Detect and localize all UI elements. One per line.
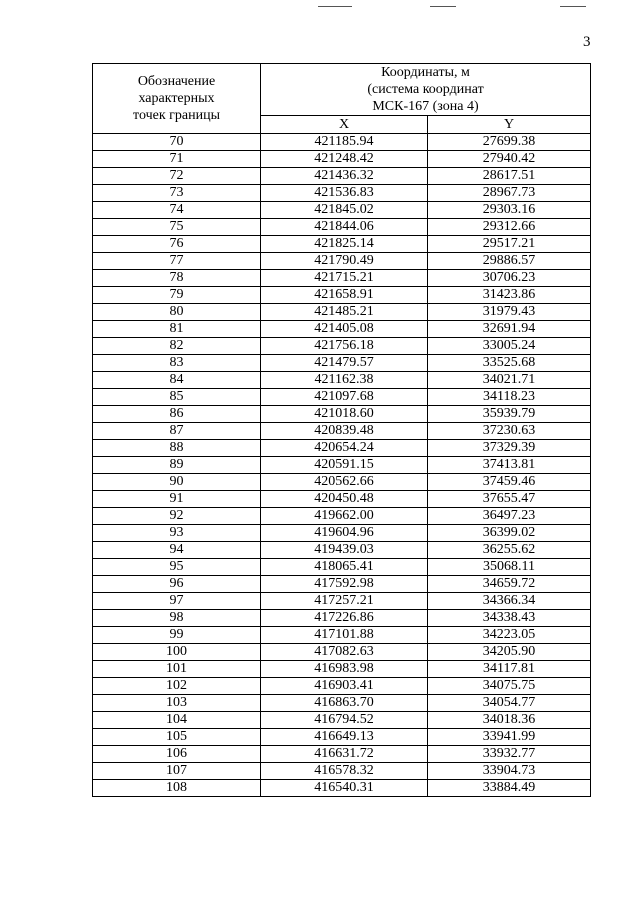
cell-point-number: 87	[93, 423, 261, 440]
cell-point-number: 86	[93, 406, 261, 423]
header-point-line: характерных	[138, 91, 215, 106]
cell-x: 417082.63	[261, 644, 428, 661]
table-row	[93, 236, 591, 253]
cell-x: 421658.91	[261, 287, 428, 304]
cell-y: 33904.73	[428, 763, 591, 780]
cell-point-number: 76	[93, 236, 261, 253]
cell-y: 28617.51	[428, 168, 591, 185]
cell-y: 36399.02	[428, 525, 591, 542]
cell-point-number: 80	[93, 304, 261, 321]
cell-x: 420591.15	[261, 457, 428, 474]
table-row	[93, 712, 591, 729]
cell-x: 419604.96	[261, 525, 428, 542]
cell-x: 417257.21	[261, 593, 428, 610]
table-row	[93, 610, 591, 627]
table-row	[93, 440, 591, 457]
header-point-line: Обозначение	[137, 74, 216, 89]
cell-y: 34018.36	[428, 712, 591, 729]
cell-x: 419439.03	[261, 542, 428, 559]
table-row	[93, 168, 591, 185]
cell-x: 416903.41	[261, 678, 428, 695]
cell-y: 33525.68	[428, 355, 591, 372]
table-row	[93, 661, 591, 678]
cell-y: 33884.49	[428, 780, 591, 797]
scan-artifact-line	[560, 6, 586, 7]
header-point-designation	[93, 64, 261, 134]
cell-x: 420450.48	[261, 491, 428, 508]
cell-point-number: 103	[93, 695, 261, 712]
cell-x: 420562.66	[261, 474, 428, 491]
cell-x: 420654.24	[261, 440, 428, 457]
table-row	[93, 185, 591, 202]
cell-x: 421097.68	[261, 389, 428, 406]
cell-point-number: 108	[93, 780, 261, 797]
cell-y: 33941.99	[428, 729, 591, 746]
cell-point-number: 93	[93, 525, 261, 542]
cell-y: 36255.62	[428, 542, 591, 559]
cell-y: 34366.34	[428, 593, 591, 610]
cell-y: 34659.72	[428, 576, 591, 593]
cell-point-number: 92	[93, 508, 261, 525]
table-row	[93, 763, 591, 780]
cell-y: 37655.47	[428, 491, 591, 508]
table-row	[93, 270, 591, 287]
cell-y: 29303.16	[428, 202, 591, 219]
table-row	[93, 644, 591, 661]
header-x: X	[261, 116, 428, 134]
cell-x: 416540.31	[261, 780, 428, 797]
cell-x: 421715.21	[261, 270, 428, 287]
cell-y: 27699.38	[428, 134, 591, 151]
cell-point-number: 102	[93, 678, 261, 695]
cell-y: 34021.71	[428, 372, 591, 389]
cell-point-number: 83	[93, 355, 261, 372]
cell-point-number: 106	[93, 746, 261, 763]
cell-point-number: 82	[93, 338, 261, 355]
table-row	[93, 457, 591, 474]
header-coordinates	[261, 64, 591, 116]
cell-point-number: 98	[93, 610, 261, 627]
cell-y: 29312.66	[428, 219, 591, 236]
cell-y: 29517.21	[428, 236, 591, 253]
header-coords-line: МСК-167 (зона 4)	[372, 99, 479, 114]
cell-y: 34054.77	[428, 695, 591, 712]
cell-y: 34117.81	[428, 661, 591, 678]
cell-point-number: 89	[93, 457, 261, 474]
table-row	[93, 372, 591, 389]
cell-x: 421825.14	[261, 236, 428, 253]
header-point-line: точек границы	[133, 108, 220, 123]
cell-x: 421479.57	[261, 355, 428, 372]
cell-y: 31979.43	[428, 304, 591, 321]
cell-point-number: 101	[93, 661, 261, 678]
page-number: 3	[583, 34, 591, 50]
cell-point-number: 91	[93, 491, 261, 508]
table-row	[93, 746, 591, 763]
table-row	[93, 406, 591, 423]
cell-point-number: 97	[93, 593, 261, 610]
cell-y: 27940.42	[428, 151, 591, 168]
cell-x: 421756.18	[261, 338, 428, 355]
cell-x: 421844.06	[261, 219, 428, 236]
cell-y: 33932.77	[428, 746, 591, 763]
table-row	[93, 355, 591, 372]
cell-point-number: 81	[93, 321, 261, 338]
cell-y: 37230.63	[428, 423, 591, 440]
table-row	[93, 780, 591, 797]
cell-x: 416794.52	[261, 712, 428, 729]
cell-y: 30706.23	[428, 270, 591, 287]
cell-point-number: 72	[93, 168, 261, 185]
table-row	[93, 508, 591, 525]
cell-x: 421845.02	[261, 202, 428, 219]
table-row	[93, 202, 591, 219]
table-row	[93, 525, 591, 542]
cell-x: 421790.49	[261, 253, 428, 270]
cell-point-number: 78	[93, 270, 261, 287]
cell-y: 31423.86	[428, 287, 591, 304]
cell-x: 421185.94	[261, 134, 428, 151]
cell-x: 417101.88	[261, 627, 428, 644]
table-row	[93, 559, 591, 576]
cell-y: 37413.81	[428, 457, 591, 474]
cell-point-number: 79	[93, 287, 261, 304]
cell-point-number: 104	[93, 712, 261, 729]
table-body	[93, 134, 591, 797]
table-row	[93, 491, 591, 508]
table-row	[93, 338, 591, 355]
table-row	[93, 474, 591, 491]
cell-y: 33005.24	[428, 338, 591, 355]
cell-x: 421248.42	[261, 151, 428, 168]
cell-point-number: 99	[93, 627, 261, 644]
cell-point-number: 95	[93, 559, 261, 576]
cell-y: 37459.46	[428, 474, 591, 491]
cell-point-number: 96	[93, 576, 261, 593]
table-row	[93, 253, 591, 270]
table-row	[93, 321, 591, 338]
cell-x: 417592.98	[261, 576, 428, 593]
cell-y: 34223.05	[428, 627, 591, 644]
cell-x: 416649.13	[261, 729, 428, 746]
table-row	[93, 593, 591, 610]
cell-point-number: 105	[93, 729, 261, 746]
cell-x: 421485.21	[261, 304, 428, 321]
cell-x: 421405.08	[261, 321, 428, 338]
cell-point-number: 77	[93, 253, 261, 270]
table-row	[93, 695, 591, 712]
cell-y: 28967.73	[428, 185, 591, 202]
cell-y: 34118.23	[428, 389, 591, 406]
cell-x: 418065.41	[261, 559, 428, 576]
cell-point-number: 88	[93, 440, 261, 457]
table-row	[93, 423, 591, 440]
scan-artifact-line	[430, 6, 456, 7]
cell-x: 416631.72	[261, 746, 428, 763]
cell-x: 421162.38	[261, 372, 428, 389]
cell-x: 420839.48	[261, 423, 428, 440]
cell-x: 419662.00	[261, 508, 428, 525]
cell-point-number: 90	[93, 474, 261, 491]
cell-x: 421436.32	[261, 168, 428, 185]
cell-point-number: 84	[93, 372, 261, 389]
cell-y: 35068.11	[428, 559, 591, 576]
cell-point-number: 71	[93, 151, 261, 168]
cell-point-number: 100	[93, 644, 261, 661]
table-row	[93, 678, 591, 695]
table-row	[93, 627, 591, 644]
cell-y: 34338.43	[428, 610, 591, 627]
cell-x: 416863.70	[261, 695, 428, 712]
table-row	[93, 576, 591, 593]
header-coords-line: (система координат	[367, 82, 484, 97]
cell-x: 417226.86	[261, 610, 428, 627]
cell-x: 421018.60	[261, 406, 428, 423]
cell-point-number: 75	[93, 219, 261, 236]
table-row	[93, 304, 591, 321]
table-row	[93, 287, 591, 304]
table-row	[93, 151, 591, 168]
cell-point-number: 94	[93, 542, 261, 559]
coordinates-table	[92, 63, 591, 797]
cell-point-number: 73	[93, 185, 261, 202]
cell-x: 416983.98	[261, 661, 428, 678]
header-y: Y	[428, 116, 591, 134]
table-row	[93, 134, 591, 151]
cell-y: 35939.79	[428, 406, 591, 423]
cell-x: 416578.32	[261, 763, 428, 780]
cell-point-number: 70	[93, 134, 261, 151]
cell-y: 29886.57	[428, 253, 591, 270]
cell-y: 34205.90	[428, 644, 591, 661]
cell-y: 32691.94	[428, 321, 591, 338]
cell-point-number: 74	[93, 202, 261, 219]
cell-x: 421536.83	[261, 185, 428, 202]
table-row	[93, 729, 591, 746]
table-row	[93, 219, 591, 236]
cell-y: 37329.39	[428, 440, 591, 457]
scan-artifact-line	[318, 6, 352, 7]
table-row	[93, 542, 591, 559]
table-row	[93, 389, 591, 406]
header-coords-line: Координаты, м	[381, 65, 470, 80]
cell-y: 34075.75	[428, 678, 591, 695]
cell-y: 36497.23	[428, 508, 591, 525]
cell-point-number: 85	[93, 389, 261, 406]
cell-point-number: 107	[93, 763, 261, 780]
